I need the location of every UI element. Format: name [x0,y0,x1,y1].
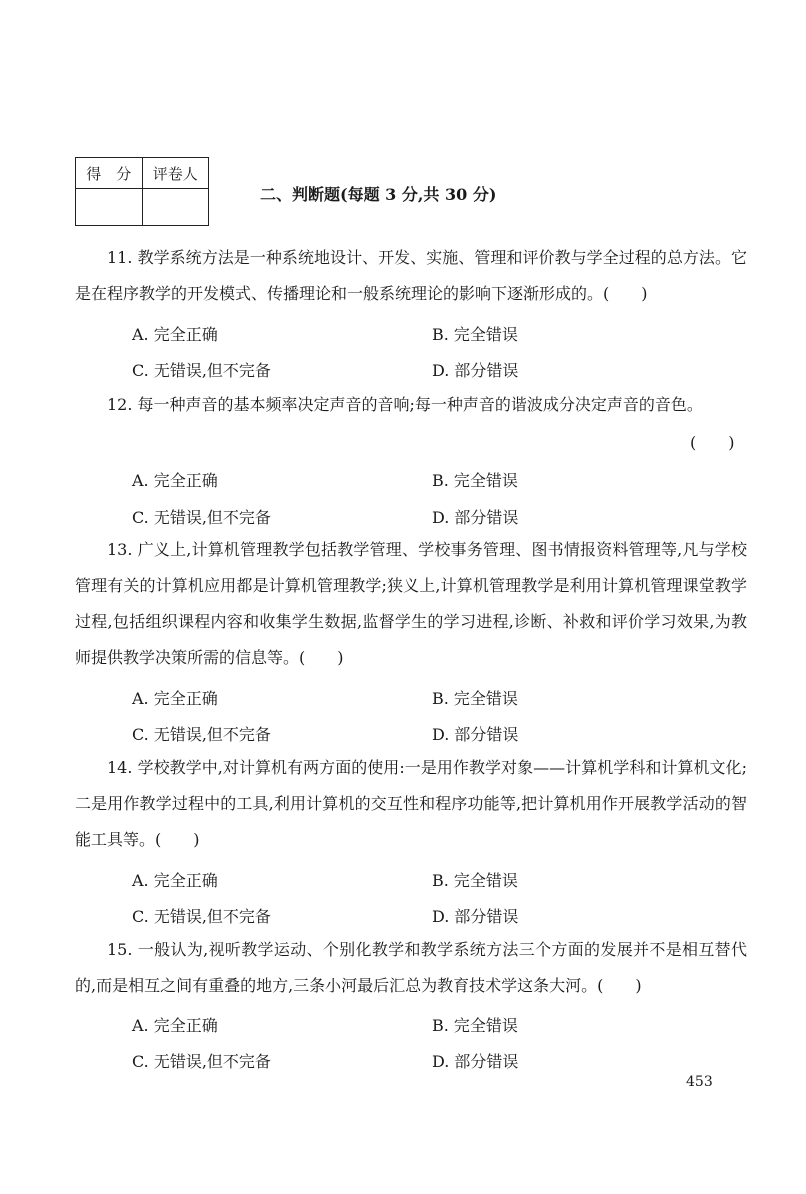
score-table [75,157,209,226]
q14-option-c[interactable]: C. 无错误,但不完备 [132,907,271,926]
q14-option-a[interactable]: A. 完全正确 [132,871,218,890]
score-label: 得 分 [76,158,143,189]
q15-option-b[interactable]: B. 完全错误 [432,1016,518,1035]
question-12-text: 12. 每一种声音的基本频率决定声音的音响;每一种声音的谐波成分决定声音的音色。 [107,395,703,414]
question-15-text: 15. 一般认为,视听教学运动、个别化教学和教学系统方法三个方面的发展并不是相互替代的,而是相互之间有重叠的地方,三条小河最后汇总为教育技术学这条大河。( ) [75,940,747,995]
q12-option-b[interactable]: B. 完全错误 [432,471,518,490]
q14-option-b[interactable]: B. 完全错误 [432,871,518,890]
q13-option-c[interactable]: C. 无错误,但不完备 [132,725,271,744]
q12-option-d[interactable]: D. 部分错误 [432,508,519,527]
page-number: 453 [686,1074,713,1090]
section-title: 二、判断题(每题 3 分,共 30 分) [260,185,497,204]
q12-answer-paren[interactable]: ( ) [690,433,735,452]
q15-option-a[interactable]: A. 完全正确 [132,1016,218,1035]
q14-option-d[interactable]: D. 部分错误 [432,907,519,926]
score-cell[interactable] [76,189,143,226]
question-11-text: 11. 教学系统方法是一种系统地设计、开发、实施、管理和评价教与学全过程的总方法。它是在程序教学的开发模式、传播理论和一般系统理论的影响下逐渐形成的。( ) [75,248,747,303]
q13-option-a[interactable]: A. 完全正确 [132,689,218,708]
q15-option-c[interactable]: C. 无错误,但不完备 [132,1052,271,1071]
q15-option-d[interactable]: D. 部分错误 [432,1052,519,1071]
question-14-text: 14. 学校教学中,对计算机有两方面的使用:一是用作教学对象——计算机学科和计算机文化;二是用作教学过程中的工具,利用计算机的交互性和程序功能等,把计算机用作开展教学活动的智能工具等。( ) [75,758,747,849]
q11-option-b[interactable]: B. 完全错误 [432,325,518,344]
grader-label: 评卷人 [142,158,209,189]
q13-option-d[interactable]: D. 部分错误 [432,725,519,744]
q12-option-a[interactable]: A. 完全正确 [132,471,218,490]
q12-option-c[interactable]: C. 无错误,但不完备 [132,508,271,527]
q13-option-b[interactable]: B. 完全错误 [432,689,518,708]
q11-option-a[interactable]: A. 完全正确 [132,325,218,344]
question-13-text: 13. 广义上,计算机管理教学包括教学管理、学校事务管理、图书情报资料管理等,凡与学校管理有关的计算机应用都是计算机管理教学;狭义上,计算机管理教学是利用计算机管理课堂教学过程,包括组织课程内容和收集学生数据,监督学生的学习进程,诊断、补救和评价学习效果,为教师提供教学决策所需的信息等。( ) [75,540,747,667]
grader-cell[interactable] [142,189,209,226]
q11-option-c[interactable]: C. 无错误,但不完备 [132,361,271,380]
q11-option-d[interactable]: D. 部分错误 [432,361,519,380]
